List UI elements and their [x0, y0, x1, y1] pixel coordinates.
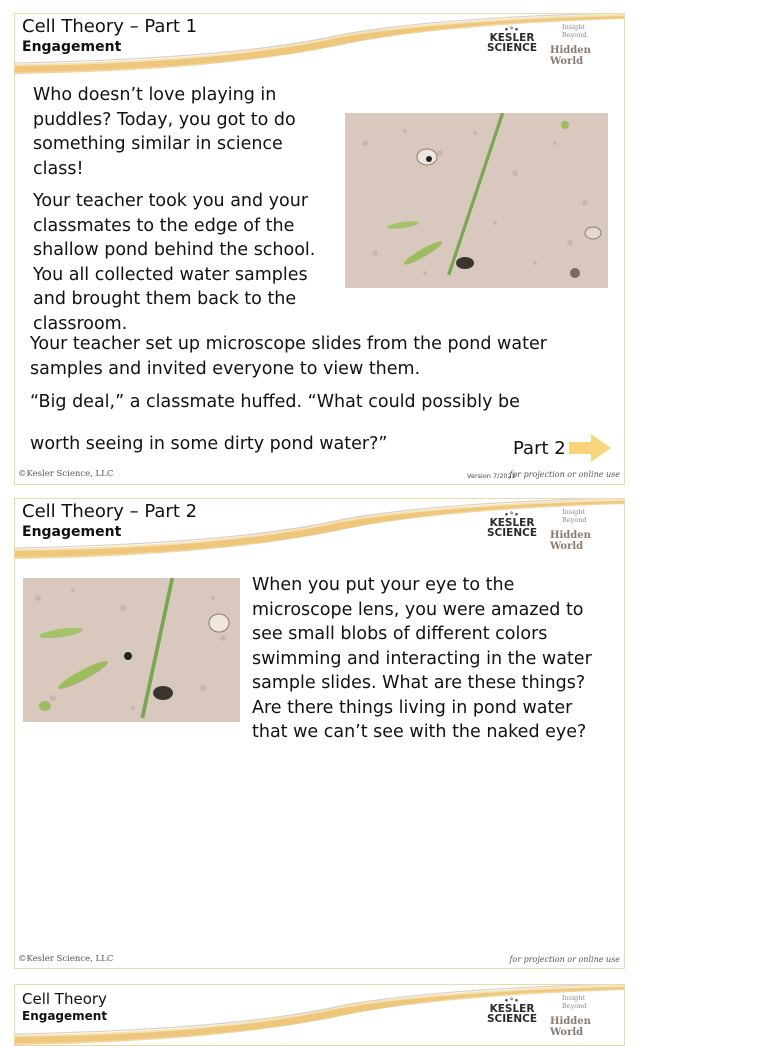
usage-note: for projection or online use — [509, 470, 620, 479]
paragraph-slides: Your teacher set up microscope slides from the pond water samples and invited everyone to view them. — [30, 334, 547, 379]
brand-hidden-world: Hidden World — [550, 530, 591, 552]
brand-tagline: Insight Beyond — [562, 994, 587, 1010]
slide-1 — [14, 13, 625, 485]
paragraph-observation: When you put your eye to the microscope lens, you were amazed to see small blobs of different colors swimming and interacting in the water sample slides. What are these things? Are there things living in pond water that we can’t see with the naked eye? — [252, 575, 592, 742]
slide-title: Cell Theory – Part 1 — [22, 16, 198, 37]
microscope-photo — [345, 113, 608, 288]
microscope-photo — [23, 578, 240, 722]
paragraph-intro: Who doesn’t love playing in puddles? Today, you got to do something similar in science class! — [33, 85, 296, 179]
paragraph-quote-end: worth seeing in some dirty pond water?” — [30, 434, 388, 454]
kesler-logo: •°• KESLER SCIENCE — [487, 997, 538, 1025]
slide-2 — [14, 498, 625, 969]
slide-3 — [14, 984, 625, 1046]
version-label: Version 7/2022 — [467, 472, 516, 480]
brand-tagline: Insight Beyond — [562, 508, 587, 524]
paragraph-collection: Your teacher took you and your classmates to the edge of the shallow pond behind the school. You all collected water samples and brought them back to the classroom. — [33, 191, 316, 334]
slide-subtitle: Engagement — [22, 524, 122, 540]
brand-hidden-world: Hidden World — [550, 1016, 591, 1038]
slide-title: Cell Theory — [22, 990, 107, 1008]
next-part-label: Part 2 — [513, 437, 566, 459]
kesler-logo: •°• KESLER SCIENCE — [487, 26, 538, 54]
paragraph-quote: “Big deal,” a classmate huffed. “What could possibly be — [30, 392, 520, 412]
copyright: ©Kesler Science, LLC — [18, 954, 114, 964]
brand-tagline: Insight Beyond — [562, 23, 587, 39]
right-arrow-icon — [569, 434, 611, 462]
slide-subtitle: Engagement — [22, 39, 122, 55]
brand-hidden-world: Hidden World — [550, 45, 591, 67]
slide-title: Cell Theory – Part 2 — [22, 501, 198, 522]
next-part-button[interactable] — [513, 434, 611, 462]
copyright: ©Kesler Science, LLC — [18, 469, 114, 479]
kesler-logo: •°• KESLER SCIENCE — [487, 511, 538, 539]
slide-subtitle: Engagement — [22, 1009, 108, 1023]
usage-note: for projection or online use — [509, 955, 620, 964]
